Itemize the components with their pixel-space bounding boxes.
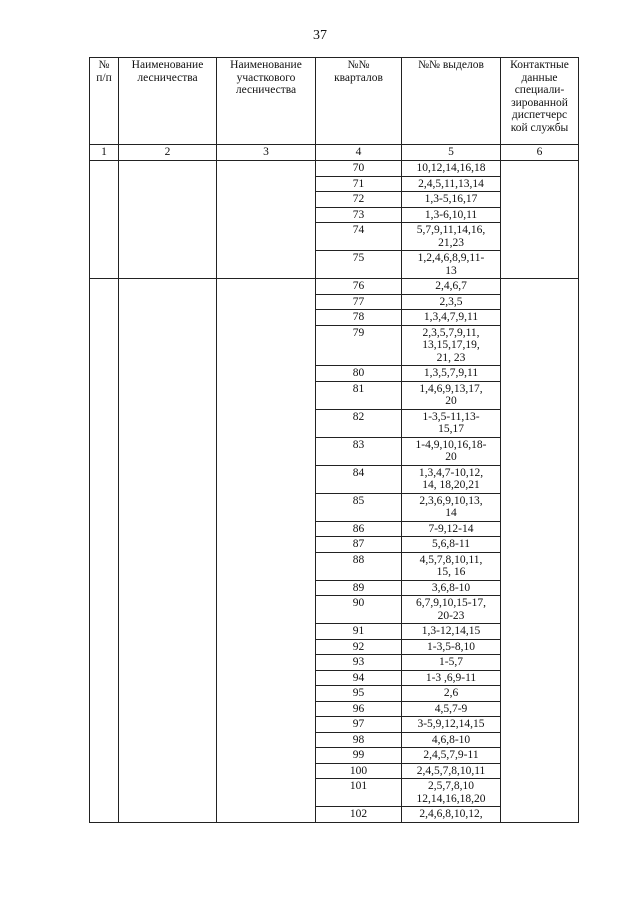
column-number: 3	[217, 145, 316, 161]
quarter-number: 99	[316, 748, 402, 764]
allotment-numbers: 2,3,6,9,10,13, 14	[402, 493, 501, 521]
quarter-number: 81	[316, 381, 402, 409]
allotment-numbers: 1,3,4,7,9,11	[402, 310, 501, 326]
allotment-numbers: 1,4,6,9,13,17, 20	[402, 381, 501, 409]
column-number-row	[90, 145, 579, 161]
quarter-number: 71	[316, 176, 402, 192]
quarter-number: 94	[316, 670, 402, 686]
allotment-numbers: 1-4,9,10,16,18- 20	[402, 437, 501, 465]
allotment-numbers: 1-3,5-11,13- 15,17	[402, 409, 501, 437]
column-number: 4	[316, 145, 402, 161]
quarter-number: 100	[316, 763, 402, 779]
quarter-number: 96	[316, 701, 402, 717]
quarter-number: 70	[316, 161, 402, 177]
quarter-number: 102	[316, 807, 402, 823]
quarter-number: 84	[316, 465, 402, 493]
quarter-number: 80	[316, 366, 402, 382]
forestry-table	[89, 57, 579, 823]
allotment-numbers: 2,3,5,7,9,11, 13,15,17,19, 21, 23	[402, 325, 501, 366]
allotment-numbers: 4,5,7-9	[402, 701, 501, 717]
table-row	[90, 279, 579, 295]
allotment-numbers: 7-9,12-14	[402, 521, 501, 537]
quarter-number: 91	[316, 624, 402, 640]
allotment-numbers: 10,12,14,16,18	[402, 161, 501, 177]
allotment-numbers: 2,5,7,8,10 12,14,16,18,20	[402, 779, 501, 807]
quarter-number: 77	[316, 294, 402, 310]
quarter-number: 85	[316, 493, 402, 521]
allotment-numbers: 1,3-12,14,15	[402, 624, 501, 640]
allotment-numbers: 5,7,9,11,14,16, 21,23	[402, 223, 501, 251]
header-district-forestry-name: Наименование участкового лесничества	[217, 58, 316, 145]
quarter-number: 78	[316, 310, 402, 326]
allotment-numbers: 4,6,8-10	[402, 732, 501, 748]
quarter-number: 75	[316, 251, 402, 279]
quarter-number: 101	[316, 779, 402, 807]
group-contacts-cell	[501, 279, 579, 823]
header-row	[90, 58, 579, 145]
allotment-numbers: 3,6,8-10	[402, 580, 501, 596]
quarter-number: 73	[316, 207, 402, 223]
quarter-number: 82	[316, 409, 402, 437]
allotment-numbers: 1-5,7	[402, 655, 501, 671]
quarter-number: 76	[316, 279, 402, 295]
group-district-cell	[217, 161, 316, 279]
quarter-number: 74	[316, 223, 402, 251]
allotment-numbers: 2,4,5,11,13,14	[402, 176, 501, 192]
allotment-numbers: 4,5,7,8,10,11, 15, 16	[402, 552, 501, 580]
quarter-number: 95	[316, 686, 402, 702]
group-index-cell	[90, 279, 119, 823]
allotment-numbers: 1,3-6,10,11	[402, 207, 501, 223]
header-index: № п/п	[90, 58, 119, 145]
quarter-number: 87	[316, 537, 402, 553]
group-contacts-cell	[501, 161, 579, 279]
header-allotment-numbers: №№ выделов	[402, 58, 501, 145]
allotment-numbers: 2,4,6,7	[402, 279, 501, 295]
quarter-number: 98	[316, 732, 402, 748]
allotment-numbers: 2,4,5,7,9-11	[402, 748, 501, 764]
quarter-number: 90	[316, 596, 402, 624]
group-index-cell	[90, 161, 119, 279]
allotment-numbers: 2,4,6,8,10,12,	[402, 807, 501, 823]
column-number: 2	[119, 145, 217, 161]
quarter-number: 97	[316, 717, 402, 733]
allotment-numbers: 1,3,5,7,9,11	[402, 366, 501, 382]
allotment-numbers: 2,3,5	[402, 294, 501, 310]
group-forestry-cell	[119, 279, 217, 823]
quarter-number: 88	[316, 552, 402, 580]
allotment-numbers: 1-3 ,6,9-11	[402, 670, 501, 686]
allotment-numbers: 6,7,9,10,15-17, 20-23	[402, 596, 501, 624]
quarter-number: 86	[316, 521, 402, 537]
header-dispatch-contacts: Контактные данные специали- зированной диспетчерс кой службы	[501, 58, 579, 145]
quarter-number: 92	[316, 639, 402, 655]
quarter-number: 89	[316, 580, 402, 596]
column-number: 5	[402, 145, 501, 161]
quarter-number: 93	[316, 655, 402, 671]
header-forestry-name: Наименование лесничества	[119, 58, 217, 145]
page-number: 37	[313, 28, 327, 43]
group-district-cell	[217, 279, 316, 823]
allotment-numbers: 2,4,5,7,8,10,11	[402, 763, 501, 779]
quarter-number: 79	[316, 325, 402, 366]
table-row	[90, 161, 579, 177]
table-body	[90, 161, 579, 823]
quarter-number: 83	[316, 437, 402, 465]
header-quarter-numbers: №№ кварталов	[316, 58, 402, 145]
column-number: 1	[90, 145, 119, 161]
allotment-numbers: 3-5,9,12,14,15	[402, 717, 501, 733]
allotment-numbers: 1,3,4,7-10,12, 14, 18,20,21	[402, 465, 501, 493]
column-number: 6	[501, 145, 579, 161]
allotment-numbers: 5,6,8-11	[402, 537, 501, 553]
group-forestry-cell	[119, 161, 217, 279]
quarter-number: 72	[316, 192, 402, 208]
allotment-numbers: 1,2,4,6,8,9,11- 13	[402, 251, 501, 279]
allotment-numbers: 2,6	[402, 686, 501, 702]
allotment-numbers: 1-3,5-8,10	[402, 639, 501, 655]
allotment-numbers: 1,3-5,16,17	[402, 192, 501, 208]
